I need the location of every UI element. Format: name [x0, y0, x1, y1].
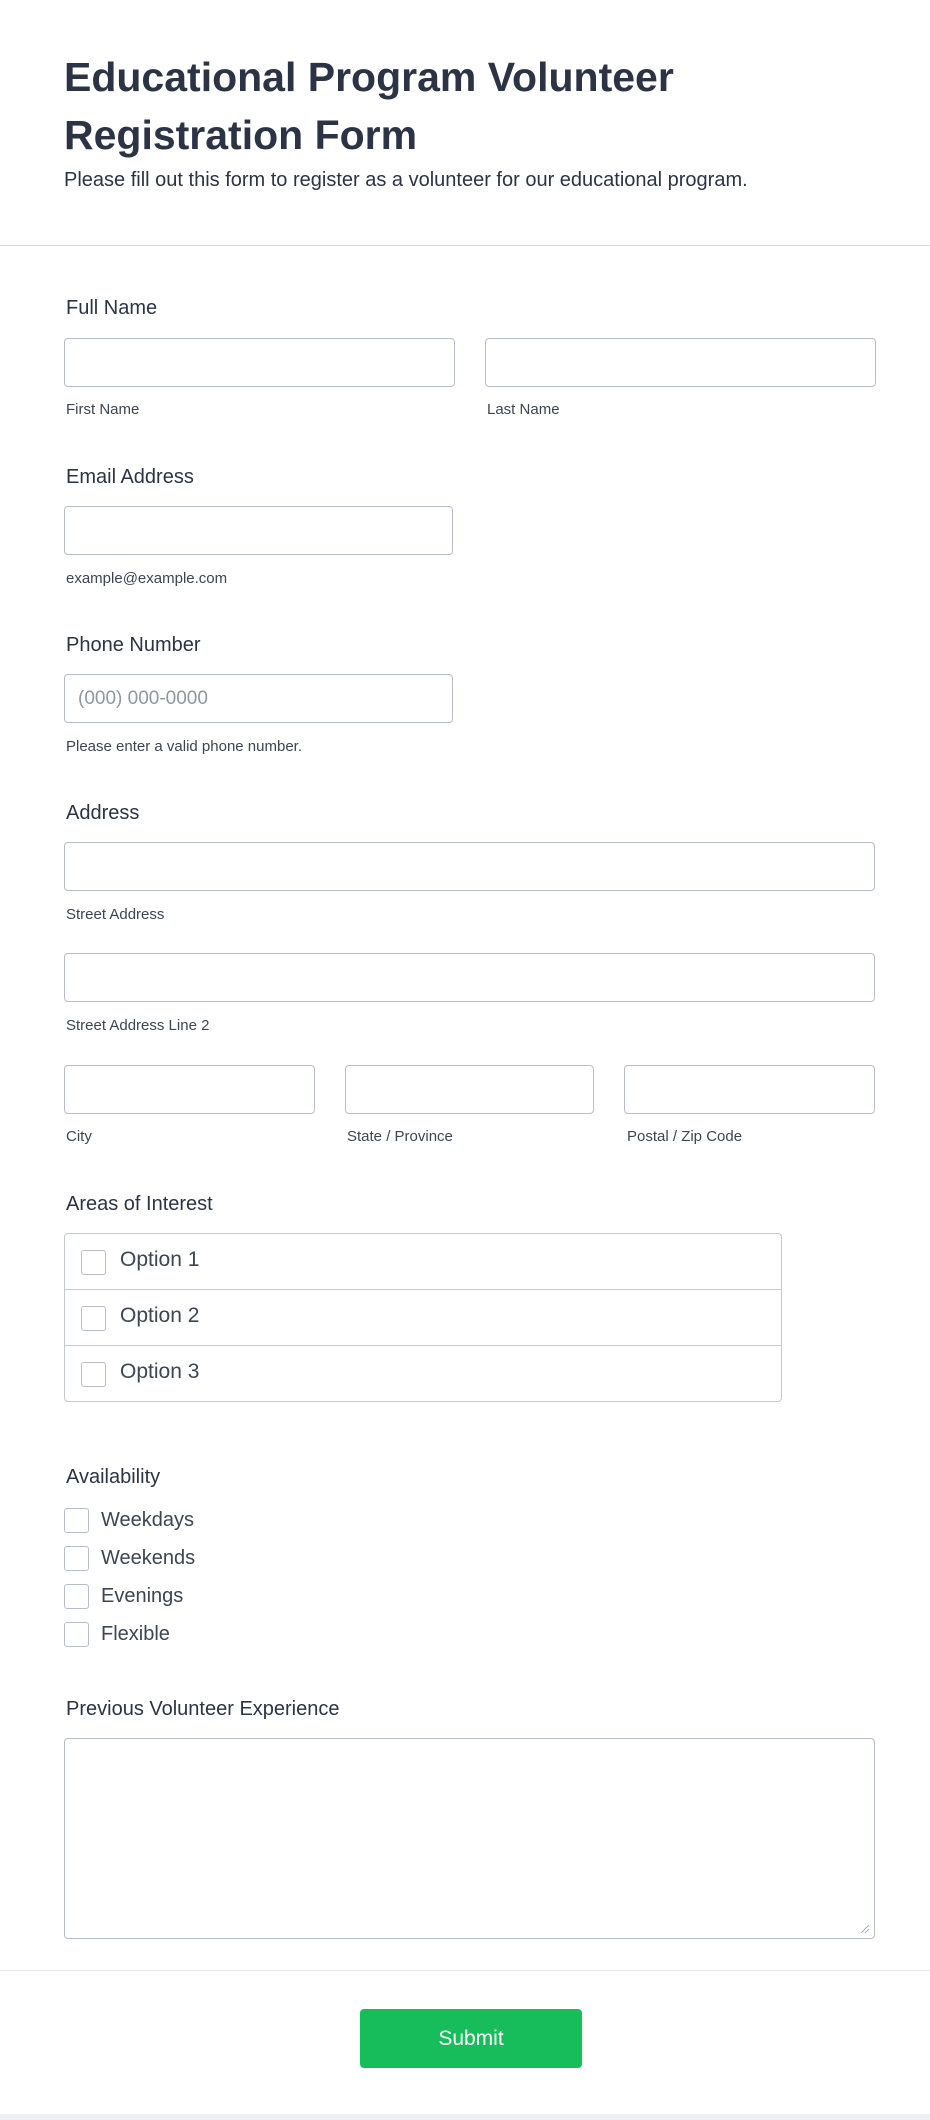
- availability-label: Availability: [66, 1466, 161, 1488]
- zip-sublabel: Postal / Zip Code: [627, 1128, 743, 1145]
- interest-option-2[interactable]: [65, 1290, 781, 1346]
- street-address-line2-sublabel: Street Address Line 2: [66, 1017, 210, 1034]
- interest-option-label: Option 3: [120, 1360, 200, 1383]
- availability-option-flexible[interactable]: [64, 1620, 264, 1650]
- experience-textarea[interactable]: [64, 1738, 875, 1939]
- form-subtitle: Please fill out this form to register as a volunteer for our educational program.: [64, 169, 748, 191]
- street-address-line2-input[interactable]: [64, 953, 875, 1002]
- checkbox-icon[interactable]: [64, 1508, 89, 1533]
- areas-of-interest-group: [64, 1233, 782, 1402]
- bottom-strip: [0, 2114, 930, 2120]
- email-sublabel: example@example.com: [66, 570, 228, 587]
- checkbox-icon[interactable]: [81, 1250, 106, 1275]
- availability-option-label: Flexible: [101, 1623, 170, 1645]
- city-input[interactable]: [64, 1065, 315, 1114]
- resize-grip-icon[interactable]: [858, 1922, 870, 1934]
- checkbox-icon[interactable]: [81, 1306, 106, 1331]
- interest-option-label: Option 1: [120, 1248, 200, 1271]
- checkbox-icon[interactable]: [64, 1622, 89, 1647]
- interest-option-1[interactable]: [65, 1234, 781, 1290]
- phone-sublabel: Please enter a valid phone number.: [66, 738, 302, 755]
- first-name-sublabel: First Name: [66, 401, 140, 418]
- zip-input[interactable]: [624, 1065, 875, 1114]
- street-address-sublabel: Street Address: [66, 906, 165, 923]
- availability-option-label: Weekends: [101, 1547, 196, 1569]
- interest-option-label: Option 2: [120, 1304, 200, 1327]
- phone-label: Phone Number: [66, 634, 201, 656]
- availability-option-evenings[interactable]: [64, 1582, 264, 1612]
- areas-of-interest-label: Areas of Interest: [66, 1193, 213, 1215]
- email-label: Email Address: [66, 466, 194, 488]
- address-label: Address: [66, 802, 140, 824]
- phone-input[interactable]: [64, 674, 453, 723]
- availability-option-weekdays[interactable]: [64, 1506, 264, 1536]
- city-sublabel: City: [66, 1128, 92, 1145]
- state-input[interactable]: [345, 1065, 594, 1114]
- last-name-sublabel: Last Name: [487, 401, 560, 418]
- interest-option-3[interactable]: [65, 1346, 781, 1402]
- checkbox-icon[interactable]: [81, 1362, 106, 1387]
- submit-button[interactable]: Submit: [360, 2009, 582, 2068]
- form-header: [0, 0, 930, 246]
- checkbox-icon[interactable]: [64, 1546, 89, 1571]
- state-sublabel: State / Province: [347, 1128, 453, 1145]
- email-input[interactable]: [64, 506, 453, 555]
- first-name-input[interactable]: [64, 338, 455, 387]
- footer-divider: [0, 1970, 930, 1971]
- availability-option-label: Weekdays: [101, 1509, 195, 1531]
- checkbox-icon[interactable]: [64, 1584, 89, 1609]
- street-address-input[interactable]: [64, 842, 875, 891]
- experience-label: Previous Volunteer Experience: [66, 1698, 340, 1720]
- form-title: Educational Program Volunteer Registration Form: [64, 54, 674, 158]
- full-name-label: Full Name: [66, 297, 158, 319]
- availability-option-weekends[interactable]: [64, 1544, 264, 1574]
- availability-option-label: Evenings: [101, 1585, 184, 1607]
- last-name-input[interactable]: [485, 338, 876, 387]
